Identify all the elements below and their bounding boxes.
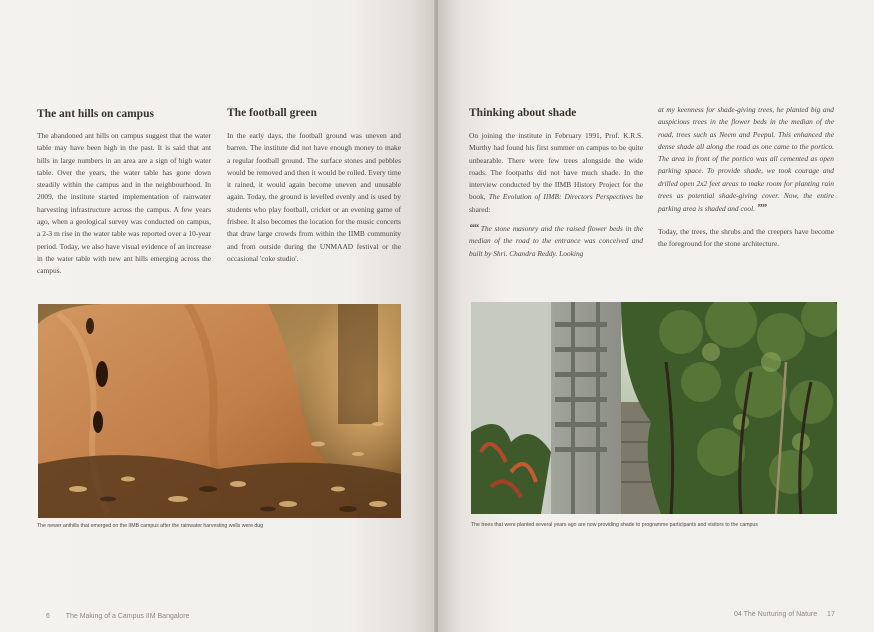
heading-ant-hills: The ant hills on campus xyxy=(37,108,154,120)
quote-part-2 xyxy=(658,104,834,216)
right-footer xyxy=(734,611,835,618)
left-footer xyxy=(46,613,189,620)
left-page xyxy=(0,0,436,632)
heading-thinking-about-shade: Thinking about shade xyxy=(469,107,577,119)
right-page xyxy=(438,0,874,632)
shade-intro-text: On joining the institute in February 1991, Prof. K.R.S. Murthy had found his first summer on campus to be quite unbearable. There were few trees alongside the wide roads. The footpaths did not have much shade. In the interview conducted by the IIMB History Project for the book, xyxy=(469,131,643,202)
ant-hills-paragraph: The abandoned ant hills on campus suggest that the water table may have been high in the past. It is said that ant hills in large numbers in an area are a sign of high water table. Over the years, the water table has gone down steadily within the campus and in the neighbourhood. In 2009, the institute started implementation of rainwater harvesting infrastructure across the campus. A few years ago, when a geological survey was conducted on campus, a 2-3 m rise in the water table was reported over a 10-year period. Today, we also have visual evidence of an increase in the water table with new ant hills emerging across the campus. xyxy=(37,131,211,276)
shade-body xyxy=(469,130,643,260)
shade-closing: Today, the trees, the shrubs and the creepers have become the foreground for the stone architecture. xyxy=(658,226,834,248)
quote-text-2: at my keenness for shade-giving trees, he planted big and auspicious trees in the flower beds in the median of the road, trees such as Neem and Peepul. This enhanced the dense shade all along the road as one came to the portico. The area in front of the portico was all cemented as open parking space. To provide shade, we took courage and drilled open 2x2 feet areas to make room for planting rain trees as potential shade-giving cover. Now, the entire parking area is shaded and cool. xyxy=(658,105,834,214)
heading-football-green: The football green xyxy=(227,107,317,119)
football-green-paragraph: In the early days, the football ground was uneven and barren. The institute did not have enough money to make a regular football ground. The surface stones and pebbles would be removed and then it would be rolled. Every time it rained, it would again become uneven and unusable again. Today, the ground is levelled evenly and is used by students who play football, cricket or an evening game of frisbee. It also becomes the location for the music concerts that draw large crowds from within the IIMB community and from outside during the UNMAAD festival or the occasional 'coke studio'. xyxy=(227,131,401,263)
football-green-body xyxy=(227,130,401,265)
quote-close-mark: ”” xyxy=(756,202,766,215)
quote-text-1: The stone masonry and the raised flower beds in the median of the road to the entrance was conceived and built by Shri. Chandra Reddy. Looking xyxy=(469,224,644,258)
shade-intro xyxy=(469,130,643,216)
quote-open-mark: ““ xyxy=(469,222,478,235)
chapter-title: 04 The Nurturing of Nature xyxy=(734,611,818,618)
book-reference: The Evolution of IIMB: Directors Perspectives xyxy=(488,192,633,202)
shade-trees-photo xyxy=(471,302,837,514)
anthill-photo xyxy=(38,304,401,518)
ant-hills-body xyxy=(37,130,211,278)
shade-intro-end: he shared: xyxy=(469,192,643,214)
book-title: The Making of a Campus IIM Bangalore xyxy=(65,613,190,620)
quote-part-1 xyxy=(469,222,643,260)
left-page-number: 6 xyxy=(46,613,50,620)
anthill-photo-caption: The newer anthills that emerged on the IIMB campus after the rainwater harvesting wells were dug xyxy=(37,523,264,529)
shade-photo-caption: The trees that were planted several years ago are now providing shade to programme participants and visitors to the campus xyxy=(471,522,758,528)
right-page-number: 17 xyxy=(827,611,835,618)
shade-quote-continued xyxy=(658,104,834,250)
